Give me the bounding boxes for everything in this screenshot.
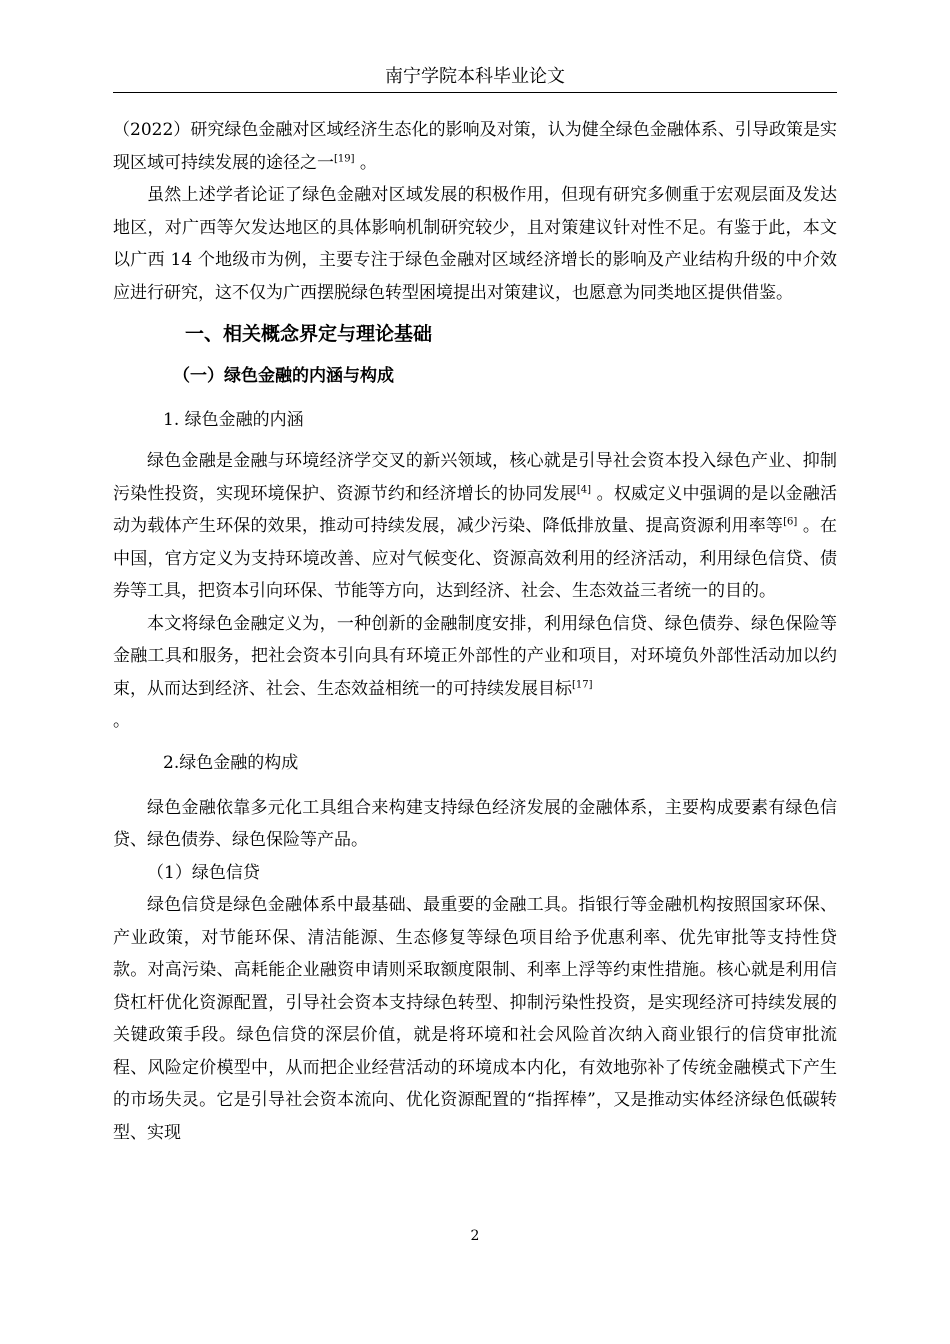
subsubsection-heading: 2.绿色金融的构成 — [163, 752, 299, 773]
page-number: 2 — [470, 1228, 480, 1244]
citation: [6] — [783, 516, 798, 528]
subsubsection-heading: 1. 绿色金融的内涵 — [163, 410, 304, 430]
paragraph: （2022）研究绿色金融对区域经济生态化的影响及对策，认为健全绿色金融体系、引导政策是实现区域可持续发展的途径之一[19] 。 — [113, 120, 837, 173]
header-title: 南宁学院本科毕业论文 — [385, 66, 565, 87]
item-heading: （1）绿色信贷 — [147, 862, 260, 883]
subsection-heading: （一）绿色金融的内涵与构成 — [173, 366, 394, 386]
citation: [19] — [334, 152, 355, 164]
document-body — [113, 114, 837, 1149]
section-heading: 一、相关概念界定与理论基础 — [185, 323, 433, 345]
paragraph: 虽然上述学者论证了绿色金融对区域发展的积极作用，但现有研究多侧重于宏观层面及发达地区，对广西等欠发达地区的具体影响机制研究较少，且对策建议针对性不足。有鉴于此，本文以广西 14 个地级市为例，主要专注于绿色金融对区域经济增长的影响及产业结构升级的中介效应进行研究，这不仅为广西摆脱绿色转型困境提出对策建议，也愿意为同类地区提供借鉴。 — [113, 185, 837, 303]
paragraph: 绿色金融依靠多元化工具组合来构建支持绿色经济发展的金融体系，主要构成要素有绿色信贷、绿色债券、绿色保险等产品。 — [113, 797, 837, 850]
paragraph: 本文将绿色金融定义为，一种创新的金融制度安排，利用绿色信贷、绿色债券、绿色保险等金融工具和服务，把社会资本引向具有环境正外部性的产业和项目，对环境负外部性活动加以约束，从而达到经济、社会、生态效益相统一的可持续发展目标[17] 。 — [113, 613, 837, 731]
paragraph: 绿色信贷是绿色金融体系中最基础、最重要的金融工具。指银行等金融机构按照国家环保、产业政策，对节能环保、清洁能源、生态修复等绿色项目给予优惠利率、优先审批等支持性贷款。对高污染、高耗能企业融资申请则采取额度限制、利率上浮等约束性措施。核心就是利用信贷杠杆优化资源配置，引导社会资本支持绿色转型、抑制污染性投资，是实现经济可持续发展的关键政策手段。绿色信贷的深层价值，就是将环境和社会风险首次纳入商业银行的信贷审批流程、风险定价模型中，从而把企业经营活动的环境成本内化，有效地弥补了传统金融模式下产生的市场失灵。它是引导社会资本流向、优化资源配置的“指挥棒”，又是推动实体经济绿色低碳转型、实现 — [113, 895, 837, 1143]
citation: [17] — [572, 678, 593, 690]
paragraph: 绿色金融是金融与环境经济学交叉的新兴领域，核心就是引导社会资本投入绿色产业、抑制污染性投资，实现环境保护、资源节约和经济增长的协同发展[4] 。权威定义中强调的是以金融活动为载体产生环保的效果，推动可持续发展，减少污染、降低排放量、提高资源利用率等[6] 。在中国，官方定义为支持环境改善、应对气候变化、资源高效利用的经济活动，利用绿色信贷、债券等工具，把资本引向环保、节能等方向，达到经济、社会、生态效益三者统一的目的。 — [113, 451, 838, 601]
page-header — [113, 62, 837, 93]
citation: [4] — [576, 483, 592, 495]
